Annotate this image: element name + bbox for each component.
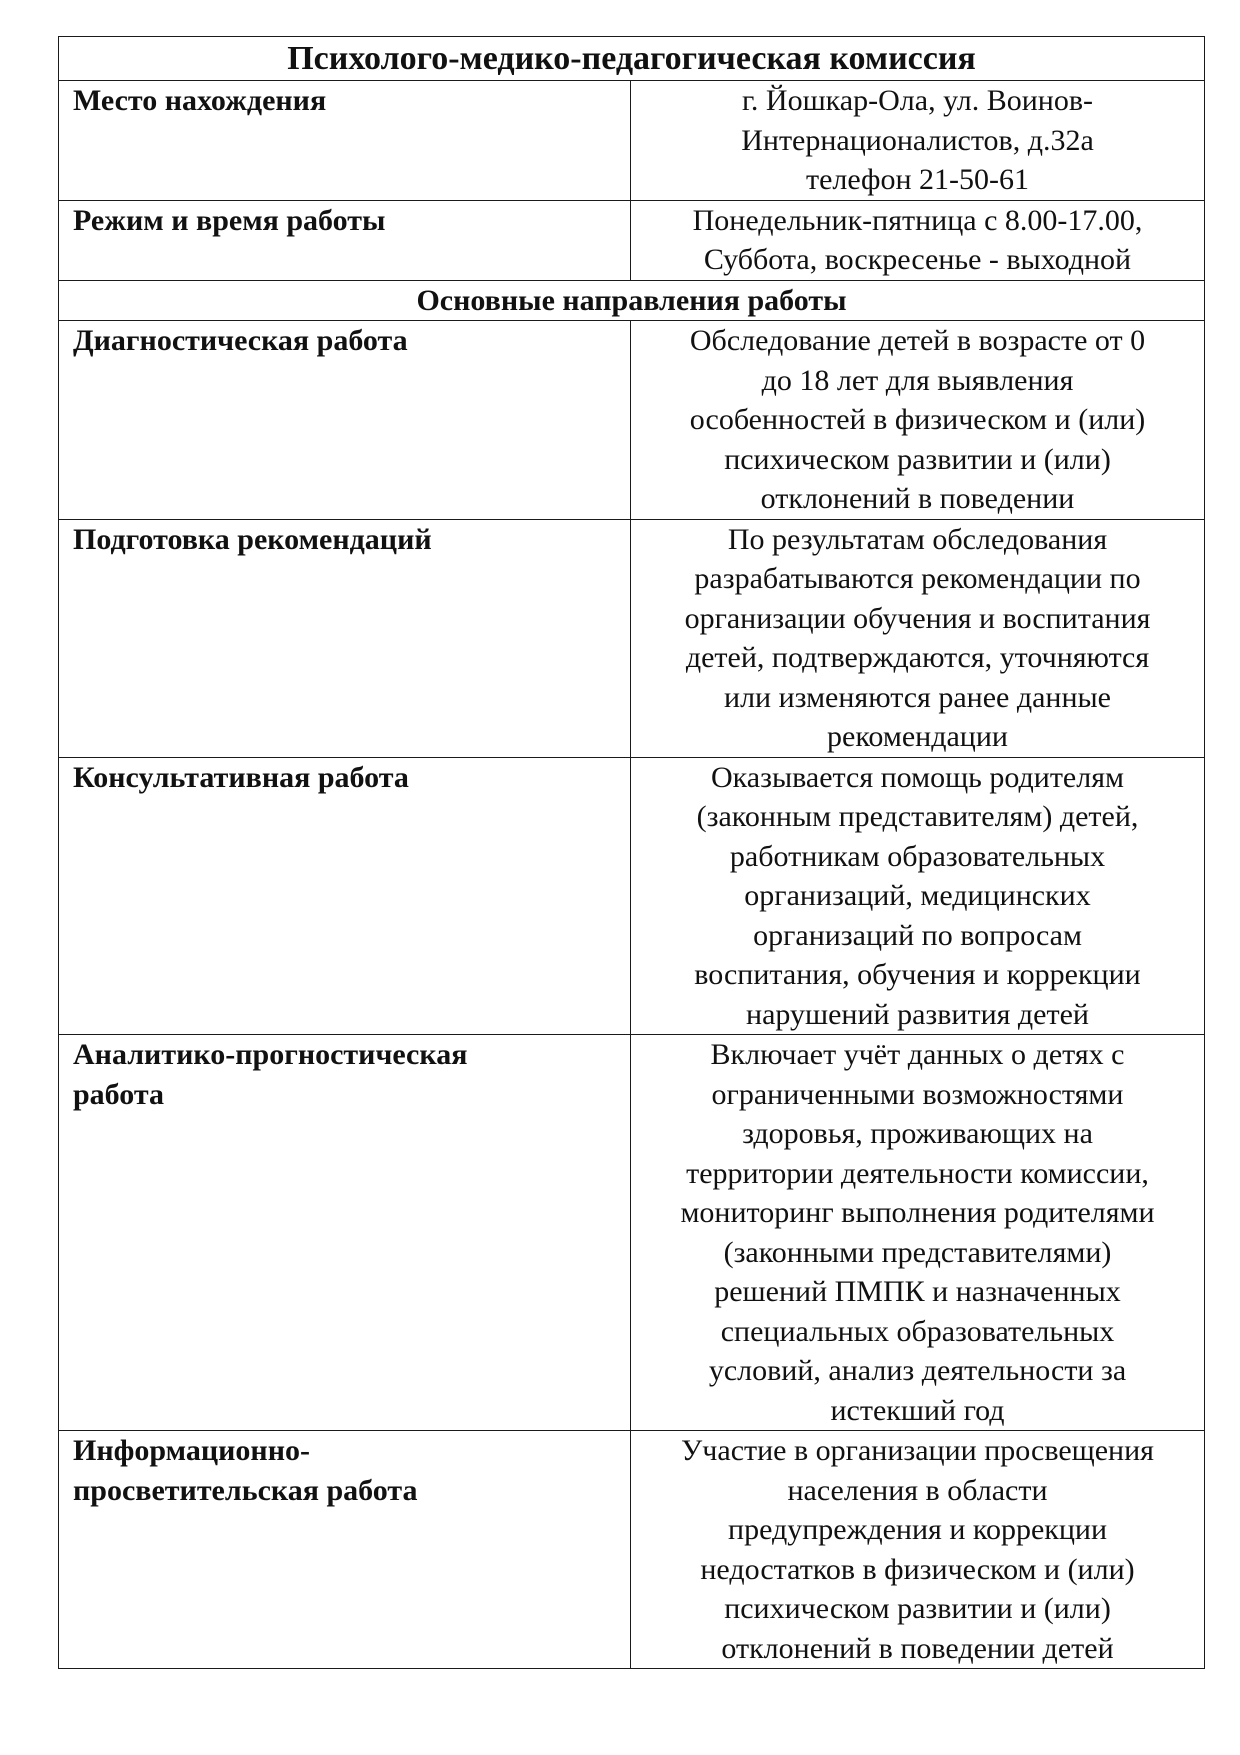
description-line: По результатам обследования <box>727 522 1108 556</box>
description-line: разрабатываются рекомендации по <box>694 562 1141 595</box>
description-line: решений ПМПК и назначенных <box>714 1275 1121 1308</box>
description-line: (законным представителям) детей, <box>696 800 1139 833</box>
description-line: или изменяются ранее данные <box>724 680 1111 714</box>
commission-info-table <box>58 36 1205 1669</box>
description-line: предупреждения и коррекции <box>728 1513 1107 1546</box>
work-label <box>59 519 631 757</box>
description-line: здоровья, проживающих на <box>742 1117 1093 1150</box>
description-line: психическом развитии и (или) <box>724 442 1111 476</box>
description-line: ограниченными возможностями <box>711 1077 1124 1111</box>
work-row-analytics <box>59 1035 1205 1431</box>
schedule-value <box>631 200 1205 280</box>
work-label-line: просветительская работа <box>73 1473 418 1507</box>
work-description <box>631 1035 1205 1431</box>
description-line: организаций по вопросам <box>753 918 1082 952</box>
description-line: организации обучения и воспитания <box>684 601 1151 635</box>
description-line: отклонений в поведении <box>760 482 1075 515</box>
work-row-diagnostic <box>59 321 1205 520</box>
work-label-line: Диагностическая работа <box>73 324 408 357</box>
title-row <box>59 37 1205 81</box>
description-line: Участие в организации просвещения <box>681 1434 1154 1467</box>
description-line: (законными представителями) <box>723 1235 1112 1269</box>
description-line: Оказывается помощь родителям <box>711 760 1124 794</box>
description-line: детей, подтверждаются, уточняются <box>685 641 1150 674</box>
work-label-line: работа <box>73 1077 164 1111</box>
work-label <box>59 1431 631 1669</box>
section-heading: Основные направления работы <box>59 280 1205 321</box>
work-label-line: Аналитико-прогностическая <box>73 1038 468 1071</box>
description-line: населения в области <box>787 1473 1048 1507</box>
description-line: мониторинг выполнения родителями <box>680 1196 1155 1229</box>
description-line: рекомендации <box>827 720 1008 753</box>
address-line: г. Йошкар-Ола, ул. Воинов- <box>742 84 1093 117</box>
document-title: Психолого-медико-педагогическая комиссия <box>59 37 1205 81</box>
work-label-line: Консультативная работа <box>73 760 409 794</box>
section-heading-row <box>59 280 1205 321</box>
description-line: особенностей в физическом и (или) <box>689 403 1146 436</box>
description-line: Включает учёт данных о детях с <box>710 1038 1125 1071</box>
schedule-line: Понедельник-пятница с 8.00-17.00, <box>692 203 1143 237</box>
work-label-line: Подготовка рекомендаций <box>73 522 432 556</box>
description-line: организаций, медицинских <box>744 879 1091 912</box>
work-description <box>631 757 1205 1035</box>
work-label-line: Информационно- <box>73 1434 310 1467</box>
location-value <box>631 81 1205 201</box>
schedule-line: Суббота, воскресенье - выходной <box>703 243 1132 276</box>
description-line: отклонений в поведении детей <box>721 1631 1114 1665</box>
description-line: условий, анализ деятельности за <box>708 1354 1127 1387</box>
schedule-label <box>59 200 631 280</box>
work-label <box>59 321 631 520</box>
address-line: Интернационалистов, д.32а <box>741 123 1094 157</box>
phone-line: телефон 21-50-61 <box>805 163 1030 196</box>
description-line: истекший год <box>830 1393 1005 1427</box>
work-label <box>59 1035 631 1431</box>
description-line: специальных образовательных <box>720 1314 1115 1348</box>
schedule-row <box>59 200 1205 280</box>
description-line: Обследование детей в возрасте от 0 <box>689 324 1146 357</box>
description-line: воспитания, обучения и коррекции <box>694 958 1141 991</box>
description-line: до 18 лет для выявления <box>761 363 1074 397</box>
work-label <box>59 757 631 1035</box>
location-label <box>59 81 631 201</box>
work-description <box>631 1431 1205 1669</box>
location-label-text: Место нахождения <box>73 84 327 117</box>
description-line: работникам образовательных <box>729 839 1106 873</box>
location-row <box>59 81 1205 201</box>
description-line: недостатков в физическом и (или) <box>700 1552 1135 1586</box>
description-line: психическом развитии и (или) <box>724 1592 1111 1625</box>
work-description <box>631 321 1205 520</box>
description-line: нарушений развития детей <box>746 997 1089 1031</box>
work-description <box>631 519 1205 757</box>
work-row-recommendations <box>59 519 1205 757</box>
schedule-label-text: Режим и время работы <box>73 203 386 237</box>
description-line: территории деятельности комиссии, <box>686 1156 1149 1190</box>
work-row-education <box>59 1431 1205 1669</box>
work-row-consulting <box>59 757 1205 1035</box>
